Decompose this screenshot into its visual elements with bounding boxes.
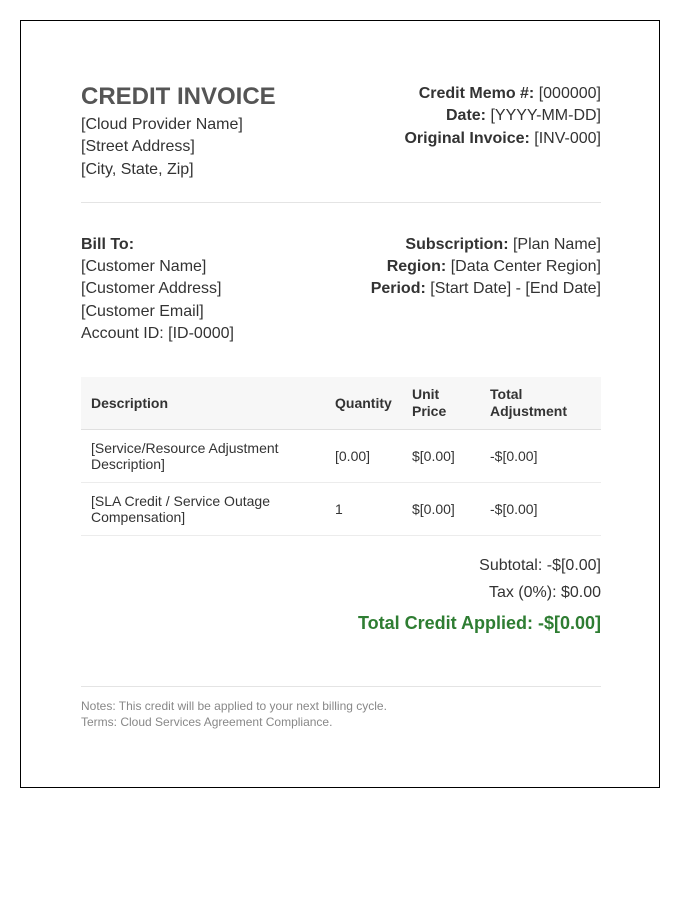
header-unit-price: Unit Price — [402, 377, 480, 430]
provider-block — [81, 83, 276, 181]
footer-divider — [81, 686, 601, 687]
customer-address: [Customer Address] — [81, 280, 222, 298]
original-invoice-value: [INV-000] — [529, 129, 601, 147]
memo-date-label: Date: — [446, 107, 487, 125]
period-value: [Start Date] - [End Date] — [425, 280, 601, 298]
row-unit-price: $[0.00] — [402, 483, 480, 536]
region-value: [Data Center Region] — [446, 258, 601, 276]
memo-meta-block — [404, 83, 601, 150]
line-items-table — [81, 377, 601, 536]
footer-notes — [81, 698, 601, 730]
row-quantity: 1 — [325, 483, 402, 536]
notes-line: Notes: This credit will be applied to your next billing cycle. — [81, 699, 387, 714]
account-id: Account ID: [ID-0000] — [81, 325, 234, 343]
bill-to-label: Bill To: — [81, 235, 135, 253]
bill-to-block — [81, 234, 234, 345]
provider-street: [Street Address] — [81, 138, 195, 156]
row-description: [SLA Credit / Service Outage Compensation] — [81, 483, 325, 536]
subscription-label: Subscription: — [405, 235, 509, 253]
grand-total: Total Credit Applied: -$[0.00] — [357, 613, 601, 634]
memo-number-line — [404, 83, 601, 105]
original-invoice-label: Original Invoice: — [404, 129, 530, 147]
provider-name: [Cloud Provider Name] — [81, 116, 243, 133]
invoice-content — [81, 83, 601, 730]
memo-number-value: [000000] — [534, 85, 601, 102]
period-label: Period: — [370, 280, 426, 298]
row-description: [Service/Resource Adjustment Description] — [81, 430, 325, 483]
row-total: -$[0.00] — [480, 430, 601, 483]
period-line — [371, 278, 601, 300]
subscription-block — [371, 234, 601, 301]
memo-date-line — [404, 105, 601, 127]
subscription-line — [371, 234, 601, 256]
row-quantity: [0.00] — [325, 430, 402, 483]
row-unit-price: $[0.00] — [402, 430, 480, 483]
memo-date-value: [YYYY-MM-DD] — [486, 107, 601, 125]
subscription-value: [Plan Name] — [508, 235, 601, 253]
billing-section — [81, 234, 601, 345]
totals-block — [81, 556, 601, 634]
original-invoice-line — [404, 128, 601, 150]
table-row — [81, 483, 601, 536]
invoice-title: CREDIT INVOICE — [81, 83, 276, 110]
region-label: Region: — [386, 258, 447, 276]
customer-email: [Customer Email] — [81, 302, 204, 320]
header-description: Description — [81, 377, 325, 430]
header-total-adjustment: Total Adjustment — [480, 377, 601, 430]
header-divider — [81, 202, 601, 203]
header-quantity: Quantity — [325, 377, 402, 430]
memo-number-label: Credit Memo #: — [418, 85, 535, 102]
provider-city: [City, State, Zip] — [81, 160, 194, 178]
table-header-row — [81, 377, 601, 430]
customer-name: [Customer Name] — [81, 258, 207, 276]
table-row — [81, 430, 601, 483]
subtotal: Subtotal: -$[0.00] — [479, 557, 601, 575]
invoice-header — [81, 83, 601, 181]
tax: Tax (0%): $0.00 — [488, 584, 601, 602]
row-total: -$[0.00] — [480, 483, 601, 536]
invoice-page — [20, 20, 660, 788]
region-line — [371, 256, 601, 278]
terms-line: Terms: Cloud Services Agreement Compliance. — [81, 715, 333, 730]
